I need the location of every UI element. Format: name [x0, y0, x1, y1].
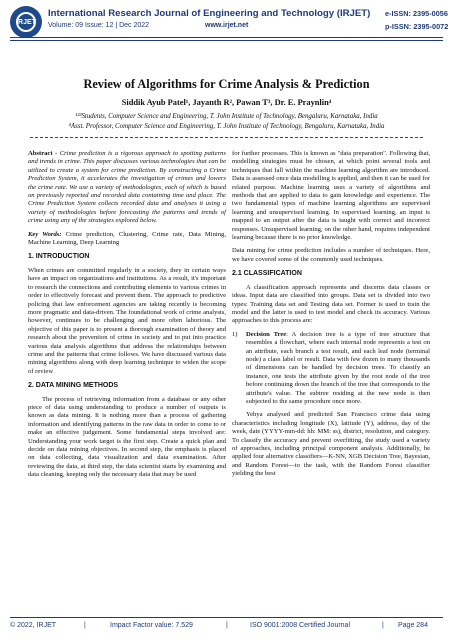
header-rule: [10, 37, 443, 38]
techniques-paragraph: Data mining for crime prediction includes a number of techniques. Here, we have covered some of the commonly used techniques.: [232, 247, 430, 263]
section-heading-data-mining: 2. DATA MINING METHODS: [28, 382, 119, 390]
left-column: [28, 150, 226, 485]
paper-authors: Siddik Ayub Patel¹, Jayanth R², Pawan T³, Dr. E. Praynlin⁴: [121, 98, 332, 107]
right-column: [232, 150, 430, 484]
data-mining-paragraph: The process of retrieving information from a database or any other piece of data using understanding to produce a number of outputs is known as data mining. It is nothing more than a process of gathering information and identifying patterns in the raw data in order to come to or make an effective judgement. Some fundamental steps involved are: Understanding your work target is the first step. Create a quick plan and decide on data mining objectives. In second step, the emphasis is placed on data collecting, data visualization and data examination. After reviewing the data, at third step, the data scientist starts by examining and data cleaning, keeping only the necessary data that may be used: [28, 395, 226, 479]
decision-tree-label: Decision Tree: [246, 330, 287, 338]
pissn: p-ISSN: 2395-0072: [385, 22, 449, 31]
paper-title: Review of Algorithms for Crime Analysis & Prediction: [83, 77, 370, 91]
abstract-text: Crime prediction is a rigorous approach to spotting patterns and trends in crime. This paper discusses various technologies that can be utilized to create a system for crime prediction. By constructing a Crime Prediction System, it accelerates the investigation of crimes and lowers the crime rate. We use a variety of methodologies, each of which is based on previously reported and recorded data containing time and place. The Crime Prediction System collects recorded data and analyses it using a variety of methodologies before forecasting the patterns and trends of crime using any of the strategies explored below.: [28, 150, 226, 225]
footer-iso: ISO 9001:2008 Certified Journal: [250, 622, 351, 629]
footer-page-number: Page 284: [398, 622, 428, 629]
section-divider: [30, 137, 423, 138]
abstract-label: Abstract -: [28, 150, 58, 157]
list-number: 1): [232, 330, 238, 338]
keywords-text: Crime prediction, Clustering, Crime rate, Data Mining, Machine Learning, Deep Learning: [28, 230, 226, 247]
classification-paragraph: A classification approach represents and discerns data classes or ideas. Input data are classified into groups. Data set is divided into two types: Training data set and Testing data set. Former is used to train the model and the latter is used to test model and check its accuracy. Various approaches to this process are:: [232, 283, 430, 325]
header-rule-2: [10, 40, 443, 41]
decision-tree-text: : A decision tree is a type of tree structure that resembles a flowchart, where each internal node represents a test on an attribute, each branch a test result, and each leaf node (terminal node) a class label or result. Data with few dozen to many thousands of dimensions can be handled by decision trees. To classify an instance, one tests the attribute given by the root node of the tree before continuing down the branch of the tree that corresponds to the attribute's value. The subtree residing at the new node is then subjected to the same procedure once more.: [246, 330, 430, 405]
footer-separator: |: [382, 622, 384, 629]
journal-title: International Research Journal of Engineering and Technology (IRJET): [48, 8, 371, 19]
irjet-logo: [10, 6, 42, 38]
footer-separator: |: [226, 622, 228, 629]
footer-separator: |: [84, 622, 86, 629]
journal-website-link[interactable]: www.irjet.net: [205, 22, 249, 29]
affiliation-students: ¹²³Students, Computer Science and Engineering, T. John Institute of Technology, Bengaluru, Karnataka, India: [75, 113, 378, 120]
yehya-paragraph: Yehya analysed and predicted San Francisco crime data using characteristics including longitude (X), latitude (Y), address, day of the week, date (YYYY-mm-dd: hh: MM: ss), district, resolution, and category. To classify the accuracy and prevent overfitting, the study used a variety of approaches, including principal component analysis. Additionally, he applied four alternative classifiers—K-NN, XGB Decision Tree, Bayesian, and Random Forest—to the task, with the Random Forest classifier yielding the best: [232, 411, 430, 478]
keywords-label: Key Words:: [28, 230, 62, 238]
data-preparation-paragraph: for further processes. This is known as "data preparation". Following that, modelling strategies must be chosen, at which point several tools and techniques that fall within the machine learning algorithm are introduced. Data is assessed once data modelling is applied, and then it can be used for related purpose. Machine learning uses a variety of algorithms and methods that are applied to data to gain knowledge and experience. The two fundamental types of machine learning algorithms are supervised learning and unsupervised learning. In supervised learning, an input is mapped to an output after the data is taught with correct and incorrect responses. Unsupervised learning, on the other hand, requires independent learning because there is no prior knowledge.: [232, 150, 430, 242]
eissn: e-ISSN: 2395-0056: [385, 9, 448, 18]
section-heading-classification: 2.1 CLASSIFICATION: [232, 270, 302, 278]
affiliation-professor: ⁴Asst. Professor, Computer Science and Engineering, T. John Institute of Technology, Bengaluru, Karnataka, India: [68, 123, 385, 130]
volume-issue: Volume: 09 Issue: 12 | Dec 2022: [48, 22, 150, 29]
decision-tree-item: [246, 331, 430, 407]
footer-copyright: © 2022, IRJET: [10, 622, 57, 629]
footer-rule: [10, 617, 443, 618]
introduction-paragraph: When crimes are committed regularly in a society, they in certain ways have an impact on organizations and institutions. As a result, it's important to research the connections and contributing elements to various crimes in order to effectively forecast and prevent them. The approach to predictive policing that law enforcement agencies are taking recently is becoming more pragmatic and data-driven. The foundational work of crime analysts, however, continues to be challenging and more often laborious. The objective of this paper is to present a thorough examination of theory and research about the prevention of crime in society and to put into practice various data analysis algorithms that address the relationships between crime and the patterns that crime follows. We have discussed various data mining algorithms along with deep learning technique to widen the scope of review: [28, 266, 226, 375]
logo-text: IRJET: [16, 12, 36, 32]
list-item: [232, 331, 430, 407]
footer-impact-factor: Impact Factor value: 7.529: [110, 622, 193, 629]
abstract: [28, 150, 226, 226]
section-heading-introduction: 1. INTRODUCTION: [28, 253, 90, 261]
keywords: [28, 231, 226, 248]
